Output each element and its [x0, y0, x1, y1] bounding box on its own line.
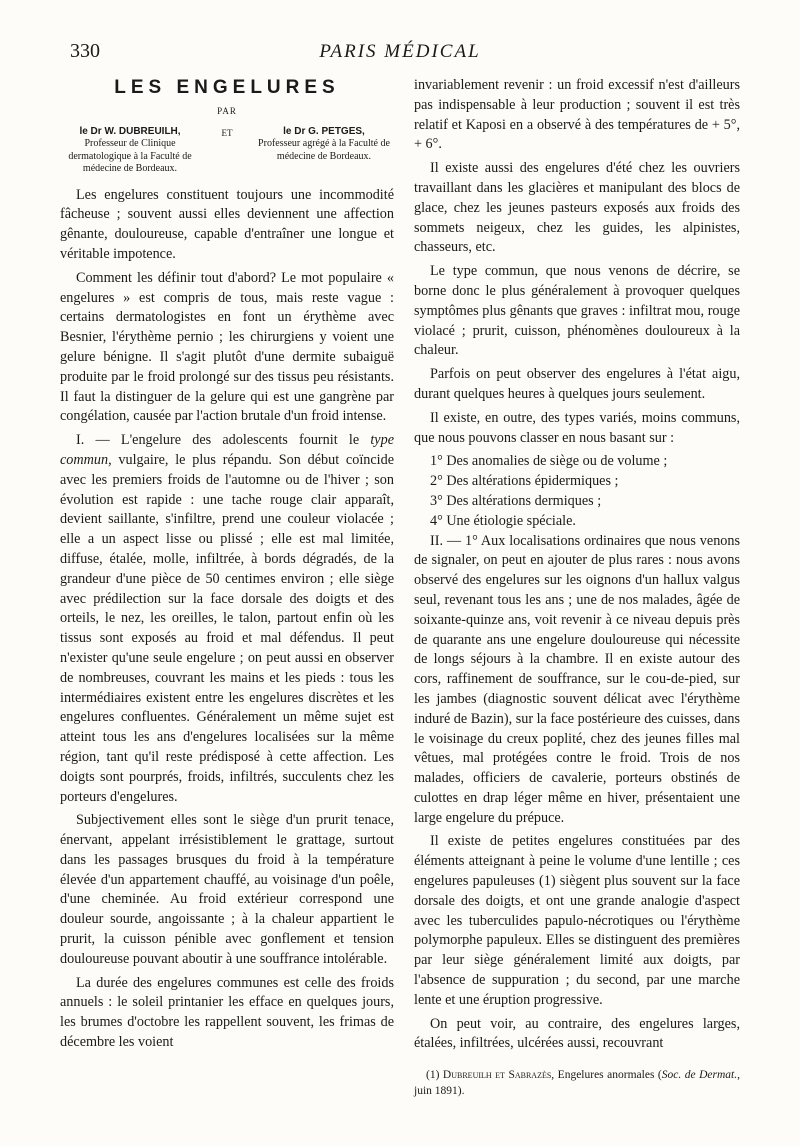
- text-run: I. — L'engelure des adolescents fournit le: [76, 432, 371, 449]
- list-item: 1° Des anomalies de siège ou de volume ;: [430, 453, 668, 470]
- author-dubreuilh: [60, 126, 200, 176]
- article-title: LES ENGELURES: [114, 77, 340, 98]
- paragraph: Parfois on peut observer des engelures à l'état aigu, durant quelques heures à quelques jours seulement.: [414, 366, 740, 402]
- footnote-journal: Soc. de Dermat.: [661, 1069, 738, 1081]
- paragraph: [60, 431, 394, 807]
- footnote-authors: Dubreuilh et Sabrazès: [442, 1069, 552, 1081]
- list-item: 4° Une étiologie spéciale.: [430, 512, 576, 529]
- author-name: le Dr W. DUBREUILH,: [79, 125, 181, 137]
- author-petges: [254, 126, 394, 176]
- paragraph: La durée des engelures communes est celle des froids annuels : le soleil printanier les efface en quelques jours, les brumes d'octobre les rappellent souvent, les frimas de décembre les voient: [60, 974, 394, 1051]
- author-affiliation: Professeur de Clinique dermatologique à la Faculté de médecine de Bordeaux.: [68, 138, 192, 175]
- text-run: , juin 1891).: [414, 1069, 740, 1097]
- paragraph: Il existe aussi des engelures d'été chez les ouvriers travaillant dans les glacières et manipulant des blocs de glace, chez les jeunes pasteurs exposés aux froids des sommets neigeux, chez les guides, les alpinistes, chasseurs, etc.: [414, 160, 740, 256]
- byline: PAR: [217, 105, 237, 116]
- list-item: 3° Des altérations dermiques ;: [430, 492, 602, 509]
- right-column: [414, 76, 740, 1058]
- text-run: , Engelures anormales (: [551, 1069, 662, 1081]
- authors-block: [60, 126, 394, 176]
- paragraph: Comment les définir tout d'abord? Le mot populaire « engelures » est compris de tous, mais reste vague : certains dermatologistes en font un érythème avec Besnier, l'érythème pernio ; les chirurgiens y voient une gelure bénigne. Il s'agit plutôt d'une dermite subaiguë produite par le froid prolongé sur des tissus peu résistants. Il faut la distinguer de la gelure qui est une gangrène par congélation, causée par l'action brutale d'un froid intense.: [60, 269, 394, 425]
- footnote-marker: (1): [426, 1069, 443, 1081]
- footnote: [414, 1067, 740, 1099]
- author-name: le Dr G. PETGES,: [283, 125, 365, 137]
- paragraph: Les engelures constituent toujours une incommodité fâcheuse ; souvent aussi elles deviennent une affection gênante, douloureuse, capable d'entraîner une longue et véritable impotence.: [60, 186, 394, 262]
- journal-title: PARIS MÉDICAL: [319, 41, 481, 62]
- author-affiliation: Professeur agrégé à la Faculté de médecine de Bordeaux.: [258, 138, 390, 162]
- paragraph: Il existe de petites engelures constituées par des éléments atteignant à peine le volume d'une lentille ; ces engelures papuleuses (1) siègent plus souvent sur la face dorsale des doigts, et ont une grande analogie d'aspect avec les tuberculides papulo-nécrotiques ou l'érythème polymorphe papuleux. Elles se distinguent des premières par leur siège généralement limité aux doigts, par l'absence de suppuration ; du second, par une marche lente et une éruption progressive.: [414, 833, 740, 1008]
- emphasis: type commun: [60, 432, 394, 468]
- paragraph: invariablement revenir : un froid excessif n'est d'ailleurs pas indispensable à leur production ; souvent il est très relatif et Kaposi en a observé à des températures de + 5°, + 6°.: [414, 77, 740, 153]
- left-column: [60, 76, 394, 1057]
- page-number: 330: [70, 40, 100, 62]
- conjunction: ET: [221, 127, 233, 138]
- paragraph: On peut voir, au contraire, des engelures larges, étalées, infiltrées, ulcérées aussi, recouvrant: [414, 1015, 740, 1052]
- list-item: 2° Des altérations épidermiques ;: [430, 473, 619, 490]
- text-run: , vulgaire, le plus répandu. Son début coïncide avec les premiers froids de l'automne ou de l'hiver ; son évolution est rapide : une tache rouge clair apparaît, devient saillante, s'infiltre, prend une couleur violacée ; elle a un aspect lisse ou plissé ; elle est mal limitée, diffuse, étalée, molle, infiltrée, à bords dégradés, de la grandeur d'une pièce de 50 centimes environ ; elle siège avec prédilection sur la face dorsale des doigts et des orteils, le nez, les oreilles, le talon, partout enfin où les tissus sont exposés au froid et mal défendus. Il peut n'exister qu'une seule engelure ; on peut aussi en observer de nombreuses, couvrant les mains et les pieds : tous les intermédiaires existent entre les engelures discrètes et les engelures confluentes. Généralement un même sujet est atteint tous les ans d'engelures localisées sur la même région, tant qu'il reste prédisposé à cette affection. Les doigts sont pourprés, froids, infiltrés, succulents chez les porteurs d'engelures.: [60, 451, 394, 805]
- paragraph: Subjectivement elles sont le siège d'un prurit tenace, énervant, appelant irrésistiblement le grattage, surtout dans les passages brusques du froid à la température élevée d'un appartement chauffé, au voisinage d'un poêle, d'une cheminée. Au froid extérieur correspond une douleur sourde, angoissante ; à la chaleur appartient le prurit, la cuisson pénible avec gonflement et tension douloureuse pouvant aboutir à une souffrance intolérable.: [60, 812, 394, 967]
- paragraph: Il existe, en outre, des types variés, moins communs, que nous pouvons classer en nous basant sur :: [414, 409, 740, 446]
- paragraph: II. — 1° Aux localisations ordinaires que nous venons de signaler, on peut en ajouter de plus rares : nous avons observé des engelures sur les oignons d'un hallux valgus seul, revenant tous les ans ; une de nos malades, âgée de soixante-quinze ans, voit revenir à ce niveau depuis près de quarante ans une engelure douloureuse qui nécessite de longs séjours à la chambre. Il en existe autour des cors, raffinement de souffrance, sur le cou-de-pied, sur les jambes (diagnostic souvent délicat avec l'érythème induré de Bazin), sur la face postérieure des cuisses, dans le voisinage du creux poplité, chez des jeunes filles mal vêtues, mal protégées contre le froid. Trois de nos malades, officiers de cavalerie, porteurs obstinés de culottes en drap léger même en hiver, présentaient une large engelure du prépuce.: [414, 532, 740, 826]
- paragraph: Le type commun, que nous venons de décrire, se borne donc le plus généralement à provoquer quelques symptômes plus gênants que graves : infiltrat mou, rouge violacé ; prurit, cuisson, phénomènes douloureux à la chaleur.: [414, 263, 740, 359]
